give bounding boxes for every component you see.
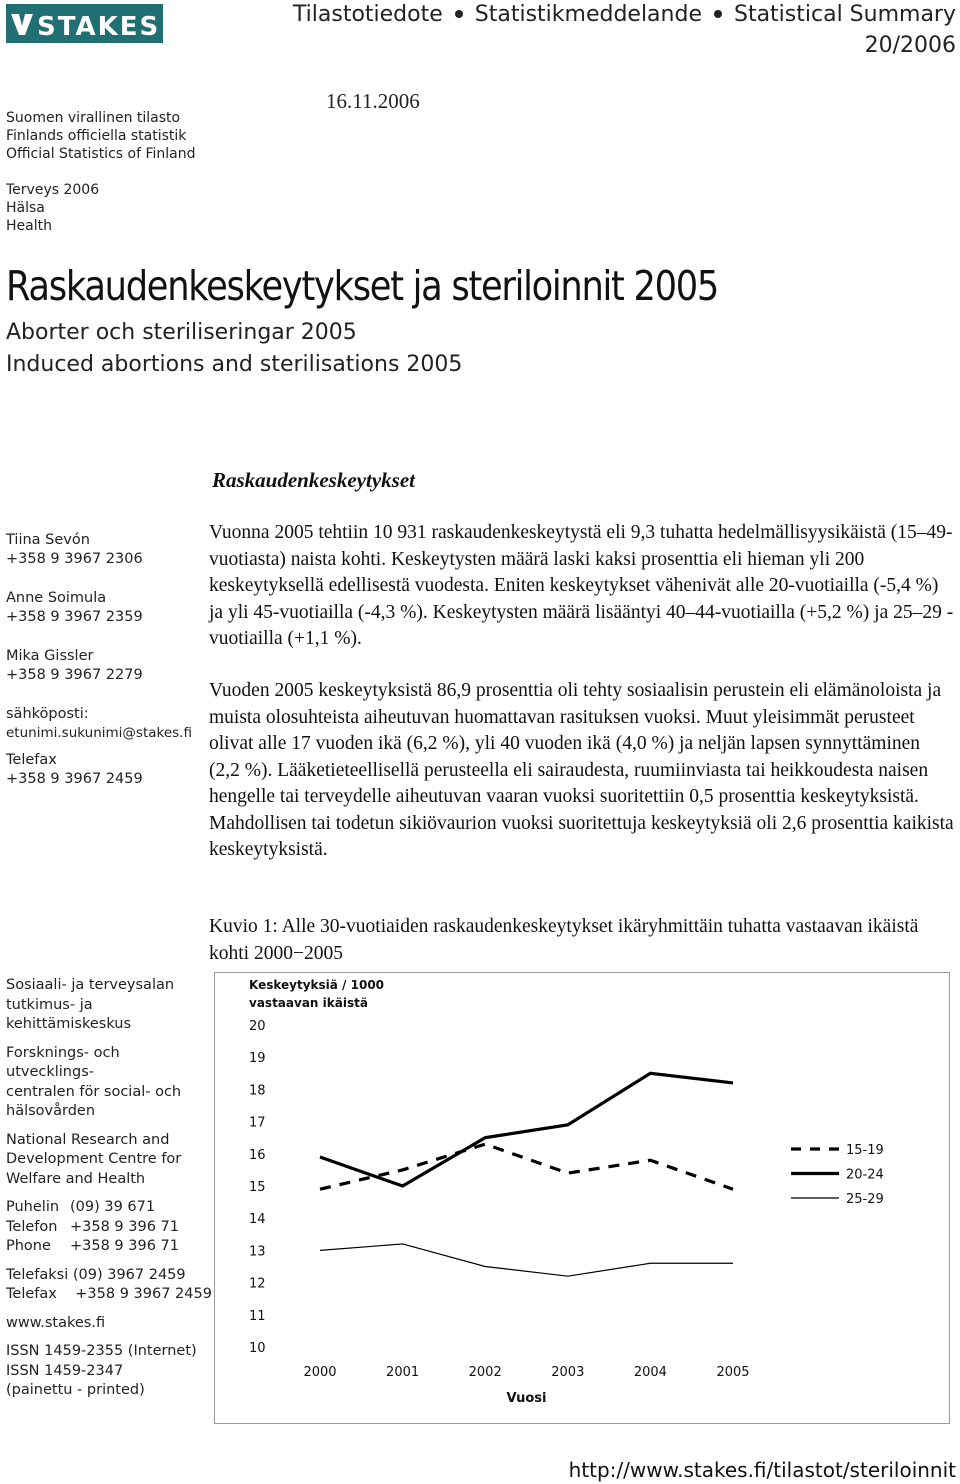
x-tick-label: 2005 (716, 1365, 750, 1380)
logo-text: STAKES (37, 12, 161, 42)
section-heading: Raskaudenkeskeytykset (212, 468, 415, 492)
org-sv-line: hälsovården (6, 1103, 96, 1119)
fax-line: Telefaksi (09) 3967 2459 (6, 1266, 186, 1283)
x-tick-label: 2003 (551, 1365, 585, 1380)
official-sv: Finlands officiella statistik (6, 128, 187, 144)
contact-entry (6, 531, 206, 569)
topic-fi: Terveys 2006 (6, 182, 100, 198)
org-fi-line: Sosiaali- ja terveysalan (6, 977, 175, 993)
org-sv-line: Forsknings- och utvecklings- (6, 1044, 120, 1080)
org-en-line: Welfare and Health (6, 1170, 146, 1187)
org-en-line: Development Centre for (6, 1151, 182, 1167)
y-tick-label: 11 (249, 1308, 266, 1324)
bullet-icon (714, 10, 722, 18)
y-tick-label: 20 (249, 1019, 266, 1034)
telefax-label: Telefax (6, 752, 57, 768)
stakes-logo (6, 4, 163, 43)
contacts-block (6, 531, 206, 809)
topic-sv: Hälsa (6, 200, 45, 216)
series-line-25-29 (320, 1244, 733, 1276)
footer-url[interactable]: http://www.stakes.fi/tilastot/steriloinnit (568, 1458, 956, 1482)
series-sv: Statistikmeddelande (474, 2, 702, 27)
phone-value: (09) 39 671 (70, 1199, 156, 1215)
series-fi: Tilastotiedote (292, 2, 443, 27)
phone-value: +358 9 396 71 (70, 1238, 180, 1254)
x-tick-label: 2002 (468, 1365, 502, 1380)
x-tick-label: 2001 (386, 1365, 420, 1380)
official-statistics (6, 109, 195, 163)
topic-en: Health (6, 218, 52, 234)
telefax-block (6, 751, 206, 789)
y-tick-label: 12 (249, 1276, 266, 1292)
paragraph-1: Vuonna 2005 tehtiin 10 931 raskaudenkeskeytystä eli 9,3 tuhatta hedelmällisyysikäistä (15–49-vuotiasta) naista kohti. Keskeytysten määrä laski kaksi prosenttia eli hieman yli 200 keskeytyksellä edellisestä vuodesta. Eniten keskeytykset vähenivät alle 20-vuotiailla (-5,4 %) ja yli 45-vuotiailla (-4,3 %). Keskeytysten määrä lisääntyi 40–44-vuotiailla (+5,2 %) ja 25–29 -vuotiailla (+1,1 %). (209, 522, 954, 649)
logo-mark (6, 4, 163, 43)
phone-row (6, 1198, 211, 1218)
legend-label: 15-19 (846, 1143, 884, 1158)
contact-entry (6, 647, 206, 685)
y-tick-label: 10 (249, 1341, 266, 1356)
x-axis-label: Vuosi (506, 1391, 547, 1406)
contact-name: Anne Soimula (6, 590, 107, 606)
issn-line: ISSN 1459-2347 (6, 1362, 124, 1379)
org-sv-line: centralen för social- och (6, 1083, 182, 1100)
org-name-en (6, 1131, 211, 1190)
phone-label: Phone (6, 1238, 51, 1254)
paragraph-2: Vuoden 2005 keskeytyksistä 86,9 prosenttia oli tehty sosiaalisin perustein eli elämänoloista ja muista olosuhteista aiheutuvan huomattavan rasituksen vuoksi. Muut yleisimmät perusteet olivat alle 17 vuoden ikä (6,2 %), yli 40 vuoden ikä (4,0 %) ja neljän lapsen synnyttäminen (2,2 %). Lääketieteellisellä perusteella eli sairaudesta, ruumiinviasta tai heikkoudesta naisen hengelle tai terveydelle aiheutuvan vaaran vuoksi suoritettiin 0,5 prosenttia keskeytyksistä. Mahdollisen tai todetun sikiövaurion vuoksi suoritettuja keskeytyksiä oli 2,6 prosenttia kaikista keskeytyksistä. (209, 680, 954, 860)
org-fi-line: tutkimus- ja (6, 996, 93, 1013)
y-tick-label: 16 (249, 1147, 266, 1163)
abortion-rate-chart (214, 972, 950, 1424)
y-tick-label: 17 (249, 1115, 266, 1131)
series-en: Statistical Summary (733, 2, 956, 27)
contact-phone: +358 9 3967 2279 (6, 667, 143, 683)
org-en-line: National Research and (6, 1131, 170, 1148)
org-issn (6, 1342, 211, 1401)
x-tick-label: 2000 (303, 1365, 337, 1380)
phone-label: Telefon (6, 1218, 58, 1235)
contact-name: Tiina Sevón (6, 532, 90, 548)
org-www[interactable]: www.stakes.fi (6, 1314, 106, 1331)
org-fax (6, 1266, 211, 1305)
series-line (293, 0, 956, 30)
official-fi: Suomen virallinen tilasto (6, 110, 181, 126)
legend-label: 20-24 (846, 1167, 884, 1183)
publication-date: 16.11.2006 (326, 89, 420, 113)
chart-svg (215, 973, 951, 1425)
y-tick-label: 19 (249, 1051, 266, 1067)
issue-number: 20/2006 (864, 33, 956, 58)
y-tick-label: 14 (249, 1212, 266, 1228)
issn-line: ISSN 1459-2355 (Internet) (6, 1343, 197, 1359)
fax-line: Telefax +358 9 3967 2459 (6, 1286, 212, 1302)
official-en: Official Statistics of Finland (6, 146, 196, 162)
bullet-icon (455, 10, 463, 18)
org-phones (6, 1198, 211, 1257)
figure-caption: Kuvio 1: Alle 30-vuotiaiden raskaudenkeskeytykset ikäryhmittäin tuhatta vastaavan ikäistä kohti 2000−2005 (209, 916, 919, 964)
page-title: Raskaudenkeskeytykset ja steriloinnit 2005 (6, 262, 719, 310)
series-line-15-19 (320, 1144, 733, 1189)
legend-label: 25-29 (846, 1192, 884, 1207)
y-tick-label: 13 (249, 1244, 266, 1260)
email-value[interactable]: etunimi.sukunimi@stakes.fi (6, 725, 192, 741)
contact-phone: +358 9 3967 2359 (6, 609, 143, 625)
org-name-fi (6, 976, 211, 1035)
subtitle-en: Induced abortions and sterilisations 2005 (6, 352, 463, 377)
topic-block (6, 181, 99, 235)
organization-block (6, 976, 211, 1410)
contact-name: Mika Gissler (6, 648, 94, 664)
org-fi-line: kehittämiskeskus (6, 1016, 132, 1032)
data-point-15-19 (567, 1173, 568, 1174)
issn-line: (painettu - printed) (6, 1382, 145, 1398)
contact-phone: +358 9 3967 2306 (6, 551, 143, 567)
phone-row (6, 1237, 211, 1257)
subtitle-sv: Aborter och steriliseringar 2005 (6, 320, 357, 345)
email-label: sähköposti: (6, 706, 89, 722)
phone-row (6, 1218, 211, 1238)
email-block (6, 705, 206, 743)
x-tick-label: 2004 (633, 1365, 667, 1380)
phone-value: +358 9 396 71 (70, 1218, 180, 1235)
y-axis-label: vastaavan ikäistä (249, 996, 368, 1010)
contact-entry (6, 589, 206, 627)
y-tick-label: 18 (249, 1083, 266, 1099)
phone-label: Puhelin (6, 1199, 60, 1215)
y-axis-label: Keskeytyksiä / 1000 (249, 978, 385, 992)
org-name-sv (6, 1044, 211, 1122)
telefax-value: +358 9 3967 2459 (6, 771, 143, 787)
y-tick-label: 15 (249, 1180, 266, 1195)
